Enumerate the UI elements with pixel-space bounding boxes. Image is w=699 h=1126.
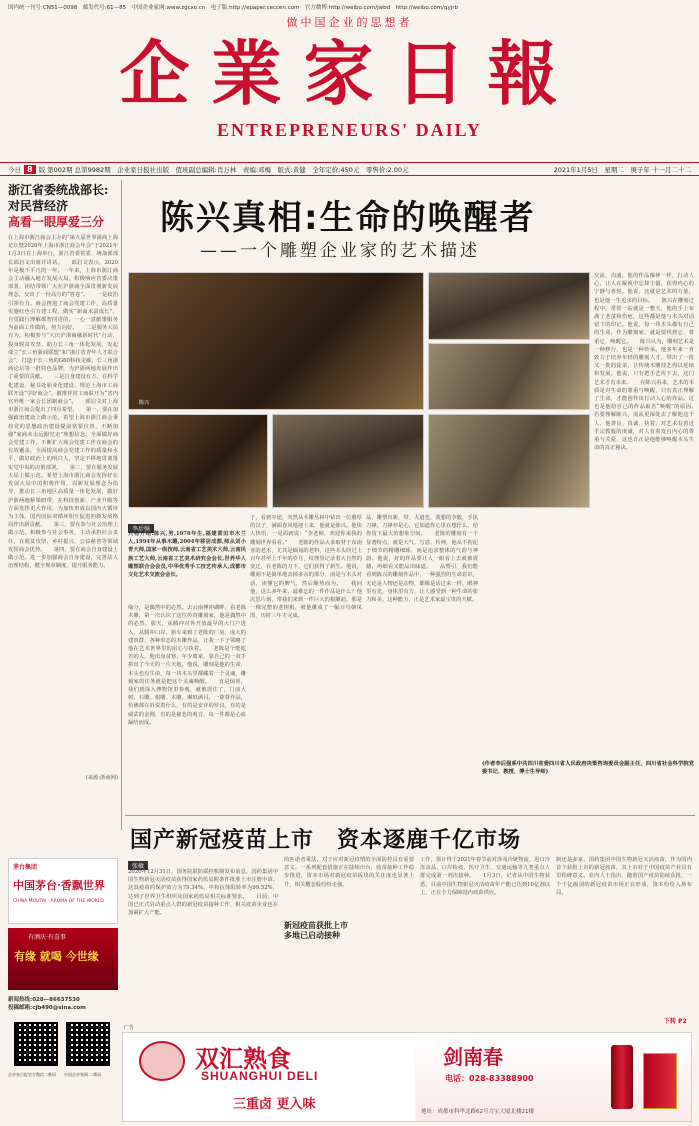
story2-continued[interactable]: 下转 P2 [664,1018,687,1025]
photo-carving-detail [128,414,268,508]
email-text: 投稿邮箱:cjb490@sina.com [8,1005,86,1011]
maotai-brand: 茅台集团 [13,864,38,871]
left-story-source: (来源:浙商网) [85,775,118,781]
maotai-english: CHINA MOUTAI · AROMA OF THE WORLD [13,899,104,904]
photo-caption: 陈兴 [139,400,150,406]
main-bio: 人物介绍:陈兴,男,1976年生,福建莆田市木兰人,1994年从事木雕,2004年移居成都,师从刘小青大师,国家一级技师,云南省工艺美术大师,云南民族工艺大师,云南省工艺美术研究会会长,世界华人雕塑联合会会员,中华优秀手工技艺传承人,成都市文化艺术交流会会长。 [128,531,246,579]
issue-date: 2021年1月5日 星期二 庚子年 十一月二十二 [553,165,691,174]
page-count-badge: 8 [24,165,36,174]
main-col-1: 缘分，是偶然中的必然。去云南博冲湖畔，看老陈木雕，第一次认识了这位传奇雕刻家，他是偶然中的必然。那天，从腾冲对外开放最早的大门户进入，从腾冲口岸，驱车来到了老陈的厂房，庞大的建筑群、各种形态的木雕作品，让我一下子领略了他在艺术世界里的用心与执着。 老陈是个能吃苦的人，他出身贫寒，年少离家，靠自己的一双手拼出了今天的一片天地。他说，雕刻是他的生命，木头也有生命，每一块木头里都藏着一个灵魂，雕刻家的任务就是把这个灵魂唤醒。 直是惊喜，我们到深入博物馆里参观，就被震住了，门前大树、石雕、根雕、木雕，琳琅满目。一尊尊作品，仿佛都在诉说着什么，有的是安详的罗汉，有的是威武的金刚，有的是慈悲的观音，每一件都是心血凝结而成。 [128,605,246,726]
story2-col-3: 工作，预计得于2021年春节前对涉及冷链物流、进口冷冻食品、口岸检疫、医疗卫生、交通运输等九类重点人群完成第一剂次接种。 1月3日，记者从中国生物获悉，目前中国生物新冠灭活疫苗年产能已达到10亿剂以上，正在全力保障国内疫苗供应。 [420,857,550,896]
liquor-bottle-icon [611,1045,633,1109]
top-info-left: 国内统一刊号:CN51—0098 邮发代号:61—85 中国企业家网:www.zgcxo.cn 电子版:http://epaper.ceccen.com 官方微博:http://weibo.com/jwbd http://weibo.com/qyjrb [8,5,459,11]
jiannanchun-address: 地址：成都市科华北路62号力宝大厦北楼21楼 [421,1109,534,1115]
masthead-logo: 企業家日報 [119,32,580,115]
photo-museum-exterior [428,272,590,340]
masthead-english-title: ENTREPRENEURS' DAILY [217,120,482,140]
left-story-title-2: 对民营经济 [8,199,69,213]
shuanghui-ad[interactable] [123,1033,413,1121]
left-story-title-1: 浙江省委统战部长: [8,183,109,197]
story2-headline: 国产新冠疫苗上市 资本逐鹿千亿市场 [130,828,522,853]
story2-byline-tag: 张敏 [128,861,148,870]
left-story [8,182,118,802]
pig-mascot-icon [139,1041,185,1081]
photo-carving-figure [272,414,424,508]
shuanghui-title: 双汇熟食 [195,1045,291,1073]
masthead [0,12,699,162]
website-qr-code[interactable] [66,1022,110,1066]
main-col-2: 子，看到中途，突然从木雕丛林中钻出一位憨厚的汉子，满面春风地迎上来，他就是陈兴。他快人快语，一见面就说：“李老师，欢迎你来我的雕刻世界看看。” 老陈的作品大多取材于东南亚的老木，尤其是缅甸的老料，这些木头经过上百年甚至上千年的岁月，纹理里记录着大自然的变迁，在老陈的刀下，它们获得了新生。他说，雕刻不是简单地去掉多余的部分，而是与木头对话，读懂它的脾气，然后顺势而为。 我问他，这么多年来，最难忘的一件作品是什么？他沉思片刻，带我们来到一件巨大的根雕前，那是一棵完整的老树根，被他雕成了一幅百鸟朝凤图，历时三年才完成。 [250,515,362,620]
qr1-label: 企业家日报官方微信二维码 [8,1072,56,1077]
shuanghui-english: SHUANGHUI DELI [201,1069,319,1083]
wechat-qr-code[interactable] [14,1022,58,1066]
issue-info: 版 第002期 总第9982期 企业家日报社出版 值班副总编辑:肖万林 责编:邓梅 版式:黄健 全年定价:450元 零售价:2.00元 [38,165,409,174]
main-subheadline: ——一个雕塑企业家的艺术描述 [200,241,480,261]
jiannanchun-ad[interactable] [415,1033,691,1121]
issue-info-bar [0,162,699,176]
jinshiyuan-brand: 有缘 就喝 今世缘 [14,950,99,963]
bottom-ad-banner[interactable] [122,1032,692,1122]
main-col-4: 交流，沟通，他的作品像禅一样，打动人心，让人在凝视中忘却尘嚣，获得内心的宁静与喜悦。他说，这就是艺术的力量，也是他一生追求的目标。 陈兴在雕刻过程中，常常一站就是一整天，他的手上布满了老茧和伤疤，这些都是他与木头对话留下的印记。他说，每一块木头都有自己的生命，作为雕刻家，就是要找到它、尊重它、唤醒它。 陈兴认为，雕刻艺术是一种修行，也是一种传承。他多年来一直致力于培养年轻的雕刻人才，带出了一批又一批的徒弟，让传统木雕技艺得以延续和发展。他说，只有把手艺传下去，这门艺术才有未来。 在陈兴看来，艺术的本质是对生命的尊重与唤醒，只有真正理解了生命，才能创作出打动人心的作品。这也是他给自己的作品取名“唤醒”的原因。 若要理解陈兴，需从更深处去了解他这个人，他善良、真诚、执着，对艺术有着近乎宗教般的虔诚，对人有着发自内心的尊重与关爱，这也许正是他能够唤醒木头生命的真正秘诀。 [594,273,694,452]
story2-subhead: 新冠疫苗获批上市 多地已启动接种 [284,920,348,940]
hotline-text: 新闻热线:028—86637530 [8,997,80,1003]
main-author-note: (作者李后强系中共四川省委四川省人民政府决策咨询委员会副主任，四川省社会科学院党委书记、教授、博士生导师) [482,761,694,776]
shuanghui-slogan: 三重卤 更入味 [233,1097,316,1112]
today-label: 今日 [8,165,21,174]
column-divider [121,180,122,830]
contact-info [8,996,118,1012]
liquor-box-icon [643,1053,677,1109]
story2-col-1: 2020年12月31日，国务院联防联控机制发布消息，国药集团中国生物新冠灭活疫苗获得国家药监局附条件批准上市注册申请。这款疫苗的保护效力为79.34%，中和抗体阳转率为99.52%，达到了世界卫生组织及国家药监局相关标准要求。 目前，中国已正式启动重点人群的新冠疫苗接种工作，相关疫苗企业也在加紧扩大产能。 [128,869,278,917]
main-byline-tag: 李后强 [128,524,154,533]
maotai-ad[interactable] [8,858,118,924]
left-story-title-3: 高看一眼厚爱三分 [8,215,105,229]
jiannanchun-brand: 剑南春 [443,1045,503,1069]
main-headline: 陈兴真相:生命的唤醒者 [160,198,536,238]
jinshiyuan-tagline: 有酒庆·有喜事 [28,934,66,941]
section-divider [125,815,695,816]
story2-col-4: 制还是多家，国药集团中国生物新冠灭活疫苗，作为国内首个获批上市的新冠疫苗，其上市对于中国疫苗产业具有里程碑意义。业内人士指出，随着国产疫苗陆续获批，一个千亿级别的新冠疫苗市场正在形成，资本纷纷入场布局。 [556,857,692,896]
top-info-bar [0,0,699,12]
maotai-title: 中国茅台·香飘世界 [13,879,105,892]
main-photo-portrait [128,272,424,410]
photo-carving-sculpture [428,414,590,508]
ad-section-label: 广告 [124,1025,135,1031]
jinshiyuan-ad[interactable] [8,928,118,990]
jiannanchun-phone: 电话：028-83388900 [445,1074,534,1083]
masthead-slogan: 做中国企业的思想者 [286,16,413,29]
qr2-label: 中国企业家网 二维码 [64,1072,102,1077]
photo-carving-pavilion [428,343,590,410]
left-story-body: 在上海市浙江商会主办的“第九届世界浙商上海论坛暨2020年上海市浙江商会年会”于2021年1月3日在上海举行。浙江省委常委、统战部部长邱启文出席并讲话。 邱启文表示，2020年是极不平凡的一年，一年来，上海市浙江商会主动融入地方发展大局，积极响应省委决策部署，团结带领广大在沪浙商全面贯彻新发展理念，交出了一份高分的“答卷”。 一是政治引领有力。商会推进了商会党建工作，高质量实施红色引力建工程，做实“新商未富成长”，自觉践行理解都智同进的，一心一意献策服务为前面工作做的，努力向好。 二是服务大局有为。积极参与“大庆沪浙商融新时代”行动，投身脱贫攻坚、助力长三角一体化发展，发起成立“长三角浙商联盟”和“浙江省青年人才联合会”，打造于长三角的G60科技走廊，长三角浙商论坛等一批特色品牌，为沪浙两地发展作出了重要的贡献。 三是自身建设有方。在科学化建设、秘书处职业化建设、规范上海市工商联开设“学好商会”，被推荐省工商联开为“省内官外唯一家会长团制商会”。 邱启文对上海市浙江商会提出了四点希望。 第一，要在加强政治建设上做示范。希望上海市浙江商会秉持党的思想政治建设提前常要位置，不断加强“家商未永远跟党走”理想信念，全面做好商会党建工作，不断扩大商会党建工作在商会的有效覆盖，全面提高商会党建工作的质量和水平，做好政治上的明白人，坚定不移地贯彻落实党中央的决策部署。 第二，要在服务发展大局上做示范。希望上海市浙江商会发挥好在发展大局中的积极作用，以新发展理念为指导，推动长三角地区高质量一体化发展，做好沪浙两地桥梁纽带，在科技创新、产业升级等方面发挥更大作用，为加快形成以国内大循环为主体、国内国际双循环相互促进的新发展格局作出新贡献。 第三，要在参与社会治理上做示范。积极参与社会事务，主动承担社会责任，在脱贫攻坚、乡村振兴、公益慈善等领域发挥商会优势。 第四，要在商会自身建设上做示范。进一步加强商会自身建设，完善法人治理结构，健全规章制度，提升服务能力。 [8,235,118,570]
story2-col-2: 的匹诺者乘法，对于应对新冠疫情的全面防控具有重要意义。一系列配套措施正在陆续出台，疫苗接种工作稳步推进，资本市场对新冠疫苗板块的关注度也显著上升，相关概念股纷纷走强。 [284,857,414,888]
main-col-3: 品，雕塑出新，带，大道也，我想的李毅，手执刀锋，刀锋亦是心，它知道你心里在想什么，给你留下最大的想象空间。 老陈的雕刻有一个显著特点，就是大气、写意、传神，他从不拘泥于细节的精雕细琢，而是追求整体的气韵与神韵。他说，好的作品要让人一眼看上去就被震撼，再细看又能品出味道。 品塑引，我们能看到陈兴的雕刻作品中，一种强烈的生命意识，无论是人物还是动物，都像是活过来一样，眼神里有光，身体里有力，让人感受到一种生命的张力和美。这种能力，正是艺术家最宝贵的天赋。 [366,515,478,604]
